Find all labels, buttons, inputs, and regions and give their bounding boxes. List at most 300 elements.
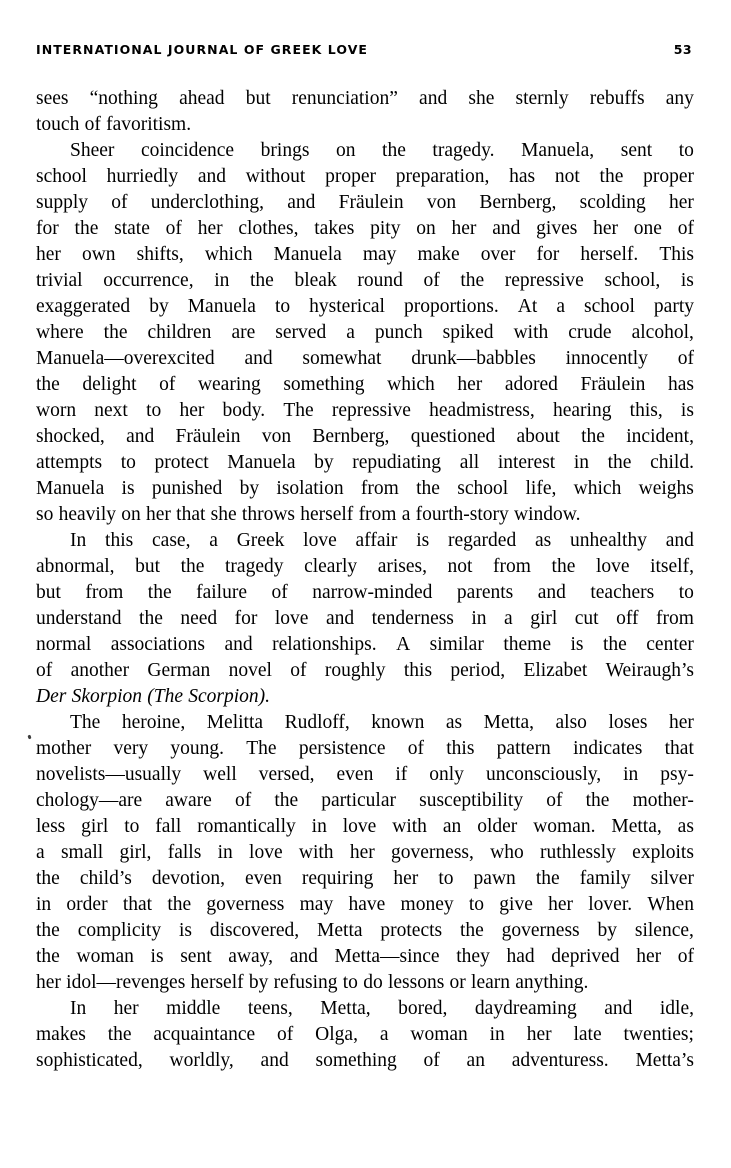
word: and [260,1050,289,1071]
word: governess, [391,842,474,863]
word: Metta—since [334,946,440,967]
text-line [36,892,694,918]
word: so [36,504,54,525]
word: the [607,452,632,473]
word: Rudloff, [284,712,350,733]
word: of [290,660,307,681]
word: all [459,452,480,473]
word: proportions. [403,296,499,317]
word: deprived [551,946,620,967]
text-line [36,944,694,970]
word: school [457,478,509,499]
word: the [581,426,605,447]
word: this [105,530,134,551]
word: interest [497,452,556,473]
word: of [165,218,182,239]
word: tragedy [225,556,284,577]
text-line [36,918,694,944]
word: the [585,790,610,811]
word: on [416,218,436,239]
word: and [419,88,448,109]
word: child. [650,452,694,473]
word: mother [36,738,92,759]
text-line [36,346,694,372]
word: delight [82,374,137,395]
word: but [245,88,271,109]
paragraph [36,138,694,528]
text-line [36,580,694,606]
running-head [36,41,692,61]
word: protect [154,452,209,473]
text-line [36,138,694,164]
word: served [275,322,327,343]
word: who [490,842,524,863]
word: fourth-story [415,504,509,525]
word: and [325,608,355,629]
word: the [459,920,484,941]
word: her [146,504,171,525]
word: the [382,140,406,161]
word: requiring [301,868,374,889]
word: tragedy. [432,140,495,161]
word: in [471,608,487,629]
word: child’s [79,868,132,889]
word: well [203,764,237,785]
word: by [149,296,169,317]
text-line [36,86,694,112]
text-line [36,710,694,736]
word: preparation, [395,166,490,187]
word: Skorpion [71,686,142,707]
word: unhealthy [570,530,647,551]
word: that [122,894,153,915]
word: young. [170,738,225,759]
word: has [509,166,536,187]
word: middle [166,998,221,1019]
word: punished [151,478,223,499]
word: At [517,296,538,317]
word: love [303,530,337,551]
word: only [429,764,464,785]
word: the [551,556,576,577]
word: to [274,296,291,317]
word: she [210,504,237,525]
word: love [595,556,630,577]
word: period, [450,660,506,681]
word: idol—revenges [66,972,186,993]
word: parents [456,582,514,603]
word: devotion, [151,868,226,889]
word: a [346,322,355,343]
word: from [85,582,124,603]
word: but [135,556,161,577]
word: on [335,140,356,161]
word: drunk—babbles [411,348,536,369]
word: Bernberg, [479,192,557,213]
word: repressive [331,400,411,421]
word: older [477,816,518,837]
word: the [274,790,299,811]
word: of [423,1050,440,1071]
text-line [36,658,694,684]
word: attempts [36,452,103,473]
word: for [234,608,258,629]
word: may [362,244,397,265]
word: and [244,348,273,369]
word: in [214,270,230,291]
word: a [379,1024,389,1045]
word: children [147,322,212,343]
word: on [121,504,141,525]
word: bored, [398,998,448,1019]
word: Sheer [70,140,115,161]
word: normal [36,634,92,655]
word: refusing [273,972,338,993]
word: Metta, [611,816,662,837]
word: narrow-minded [312,582,433,603]
text-line [36,294,694,320]
word: adventuress. [511,1050,609,1071]
word: Weiraugh’s [605,660,694,681]
word: to [438,868,454,889]
text-line [36,476,694,502]
word: Manuela [227,452,296,473]
text-line [36,788,694,814]
text-line [36,112,694,138]
word: the [74,218,99,239]
word: adored [504,374,558,395]
word: the [460,270,485,291]
word: small [60,842,104,863]
word: case, [152,530,191,551]
word: for [536,244,560,265]
word: When [647,894,694,915]
word: of [546,790,563,811]
word: had [506,946,535,967]
word: round [357,270,403,291]
word: questioned [410,426,496,447]
word: exaggerated [36,296,131,317]
word: next [94,400,128,421]
word: a [401,504,411,525]
word: shocked, [36,426,105,447]
word: falls [167,842,202,863]
word: as [677,816,694,837]
word: a [36,842,45,863]
word: with [298,842,334,863]
word: sternly [515,88,569,109]
word: the [416,478,440,499]
word: to [146,400,162,421]
word: similar [429,634,484,655]
word: order [66,894,108,915]
word: supply [36,192,89,213]
word: to [678,140,694,161]
word: pattern [496,738,551,759]
word: something [283,374,365,395]
word: in [489,1024,505,1045]
word: the [36,374,60,395]
word: favoritism. [106,114,192,135]
word: her [669,192,694,213]
word: coincidence [140,140,235,161]
word: another [70,660,130,681]
word: failure [196,582,247,603]
word: makes [36,1024,86,1045]
word: A [396,634,411,655]
text-line [36,424,694,450]
word: not [447,556,473,577]
word: rebuffs [589,88,645,109]
word: hurriedly [106,166,179,187]
word: proper [325,166,376,187]
word: and [126,426,155,447]
word: her [36,244,61,265]
word: may [299,894,334,915]
word: abnormal, [36,556,115,577]
word: silver [650,868,694,889]
word: In [70,998,87,1019]
word: of [677,348,694,369]
text-line [36,1022,694,1048]
word: complicity [77,920,162,941]
word: her [457,374,483,395]
word: twenties; [623,1024,694,1045]
word: loses [608,712,648,733]
word: Metta, [483,712,534,733]
word: her [393,868,419,889]
word: Metta [317,920,363,941]
word: over [480,244,516,265]
word: family [579,868,631,889]
word: governess [206,894,285,915]
word: Scorpion). [188,686,271,707]
word: somewhat [302,348,382,369]
word: This [659,244,694,265]
word: itself, [650,556,694,577]
word: school, [604,270,661,291]
word: German [147,660,211,681]
word: by [597,920,617,941]
word: and [665,530,694,551]
word: repressive [504,270,584,291]
word: state [114,218,150,239]
word: the [147,582,172,603]
word: with [392,816,427,837]
word: incident, [626,426,694,447]
text-line [36,190,694,216]
word: renunciation” [291,88,398,109]
word: this [446,738,475,759]
word: of [423,270,440,291]
word: in [217,842,233,863]
text-line [36,632,694,658]
word: daydreaming [474,998,577,1019]
word: her [548,894,574,915]
word: her [668,712,694,733]
word: herself [300,504,354,525]
word: her [113,998,139,1019]
word: body. [222,400,266,421]
word: “nothing [89,88,158,109]
word: idle, [659,998,694,1019]
word: Metta’s [635,1050,694,1071]
word: give [499,894,533,915]
word: school [36,166,87,187]
word: that [664,738,694,759]
word: affair [355,530,398,551]
word: as [535,530,552,551]
text-line [36,164,694,190]
word: her [526,1024,552,1045]
word: indicates [573,738,643,759]
word: Manuela [36,478,105,499]
word: punch [374,322,423,343]
word: The [246,738,277,759]
word: occurrence, [103,270,194,291]
word: theme [503,634,551,655]
word: love [249,842,283,863]
word: herself [190,972,244,993]
word: (The [147,686,183,707]
word: she [468,88,495,109]
word: weighs [638,478,694,499]
word: bleak [294,270,337,291]
word: worldly, [169,1050,234,1071]
word: Elizabet [523,660,588,681]
word: Greek [236,530,285,551]
word: and [287,192,316,213]
word: sent [620,140,653,161]
word: and [604,998,633,1019]
word: less [36,816,66,837]
journal-title: INTERNATIONAL JOURNAL OF GREEK LOVE [36,42,369,57]
word: chology—are [36,790,143,811]
word: novel [228,660,272,681]
word: relationships. [272,634,377,655]
word: versed, [258,764,315,785]
word: protects [380,920,443,941]
word: about [516,426,560,447]
word: without [245,166,306,187]
word: an [466,1050,485,1071]
word: shifts, [136,244,184,265]
word: learn [471,972,511,993]
word: in [36,894,52,915]
word: Fräulein [338,192,404,213]
word: love [274,608,309,629]
text-line [36,216,694,242]
word: are [231,322,256,343]
word: is [680,270,694,291]
paragraph [36,86,694,138]
text-line [36,528,694,554]
word: one [633,218,662,239]
word: In [70,530,87,551]
word: is [121,478,135,499]
word: school [583,296,635,317]
text-line [36,840,694,866]
word: lessons [387,972,445,993]
text-line [36,450,694,476]
word: the [36,868,60,889]
text-line [36,320,694,346]
word: throws [241,504,295,525]
word: in [623,764,639,785]
word: known [371,712,425,733]
word: crude [568,322,612,343]
word: girl [530,608,558,629]
word: this [403,660,433,681]
word: by [248,972,269,993]
text-line [36,606,694,632]
word: mother- [632,790,694,811]
word: cut [574,608,599,629]
word: as [445,712,463,733]
word: window. [514,504,581,525]
word: in [573,452,590,473]
body-text [36,86,694,1074]
word: unconsciously, [485,764,602,785]
text-line [36,762,694,788]
word: sees [36,88,69,109]
word: woman [76,946,134,967]
word: a [504,608,513,629]
word: and [224,634,253,655]
word: innocently [565,348,648,369]
word: which [387,374,435,395]
word: very [113,738,149,759]
word: her [179,400,205,421]
word: to [678,582,694,603]
word: wearing [197,374,261,395]
word: also [555,712,587,733]
word: woman. [533,816,596,837]
word: governess [501,920,580,941]
word: lover. [588,894,633,915]
word: for [36,218,59,239]
text-line [36,398,694,424]
word: even [336,764,374,785]
word: they [456,946,490,967]
word: even [245,868,282,889]
word: Manuela [187,296,256,317]
word: headmistress, [429,400,535,421]
word: pity [370,218,401,239]
word: teens, [247,998,293,1019]
word: scolding [579,192,646,213]
word: herself. [580,244,639,265]
text-line [36,684,694,710]
word: clothes, [238,218,299,239]
word: her [451,218,477,239]
word: exploits [632,842,694,863]
word: roughly [324,660,386,681]
word: away, [228,946,274,967]
word: woman [410,1024,468,1045]
word: repudiating [352,452,442,473]
word: the [180,556,205,577]
text-line [36,502,694,528]
word: alcohol, [631,322,694,343]
word: girl, [119,842,152,863]
word: regarded [448,530,517,551]
word: proper [643,166,694,187]
word: need [180,608,218,629]
word: Bernberg, [312,426,390,447]
word: where [36,322,84,343]
word: worn [36,400,77,421]
